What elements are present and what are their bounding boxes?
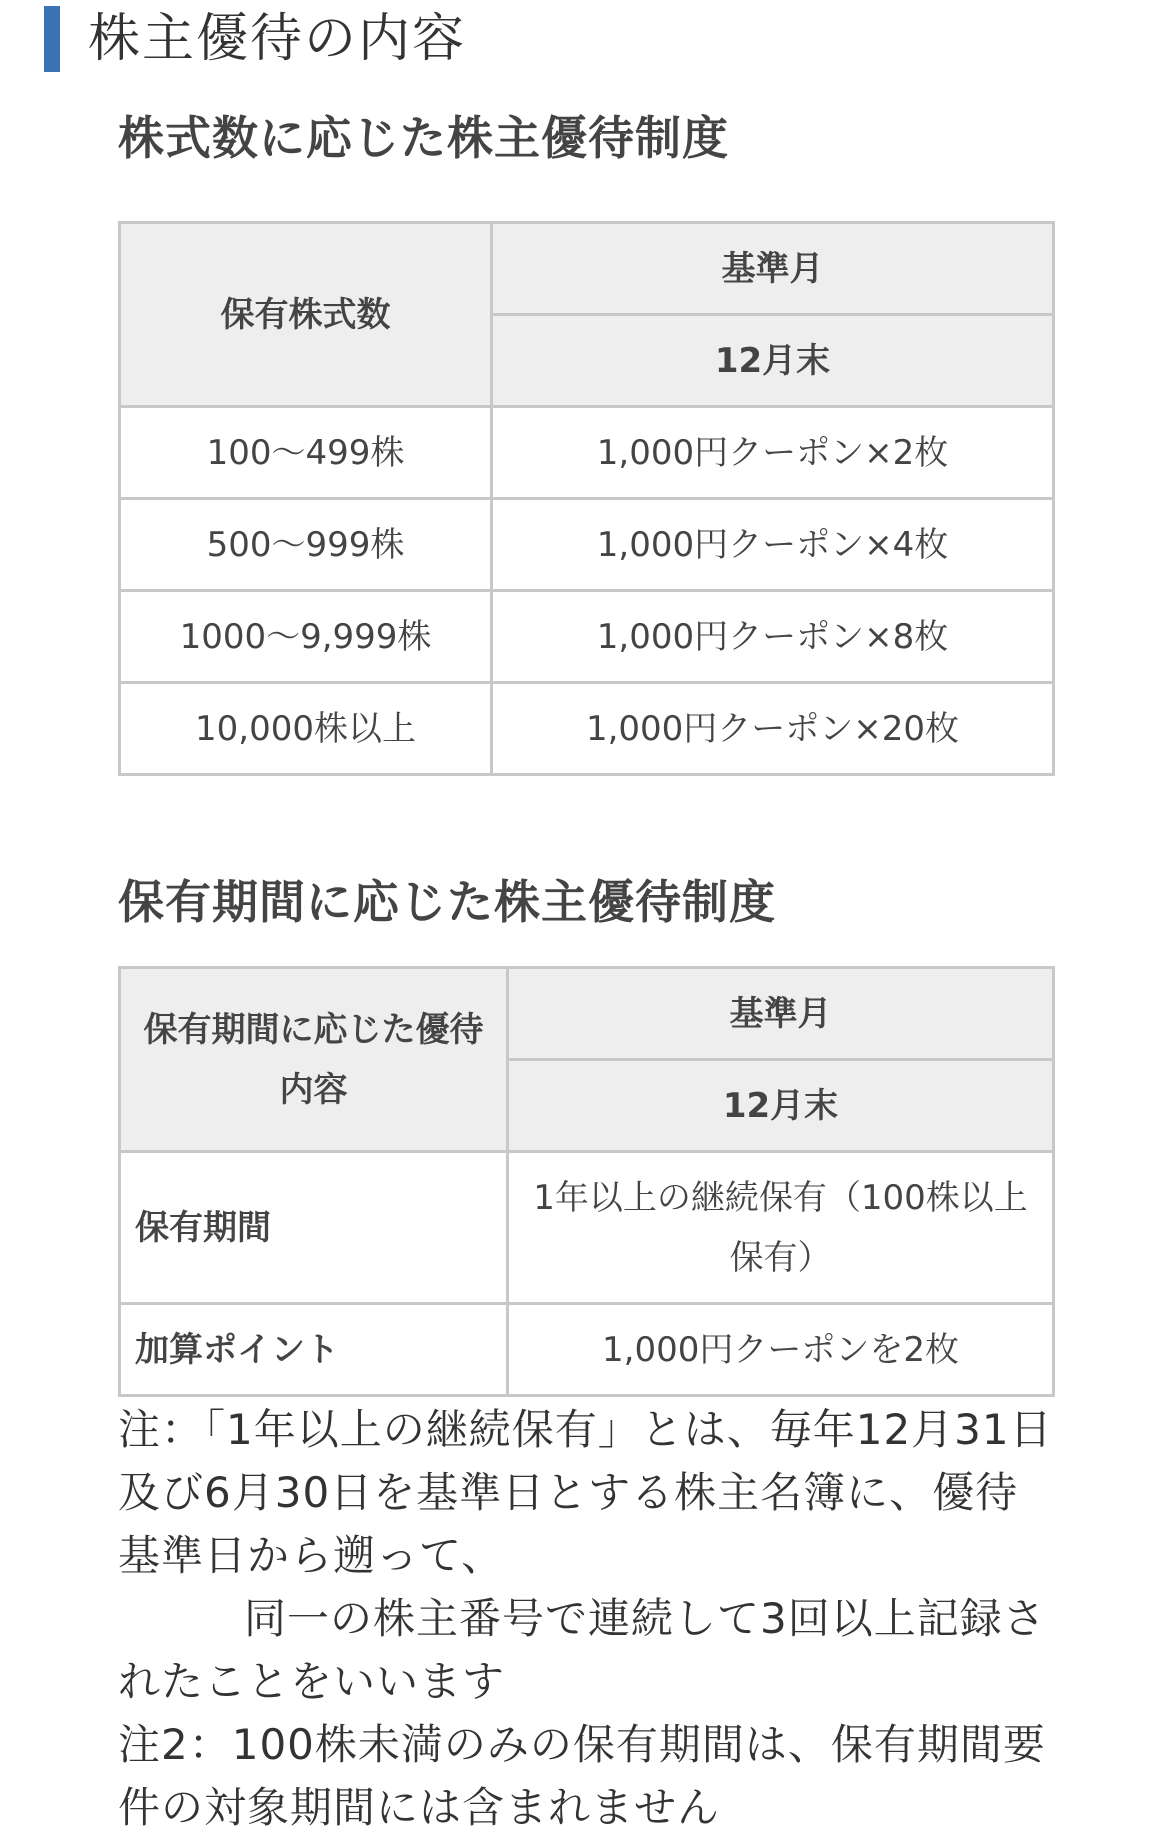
period-value-cell: 1年以上の継続保有（100株以上保有）	[508, 1152, 1054, 1304]
notes-block	[118, 1398, 1058, 1839]
table-row	[120, 683, 1054, 775]
section-heading	[44, 6, 466, 72]
table-row	[120, 1152, 1054, 1304]
note-1-continued	[118, 1587, 1058, 1713]
points-value-cell: 1,000円クーポンを2枚	[508, 1304, 1054, 1396]
note-1-text: 注：「1年以上の継続保有」とは、毎年12月31日及び6月30日を基準日とする株主名簿に、優待基準日から遡って、	[118, 1405, 1053, 1580]
shares-benefit-table	[118, 221, 1055, 776]
period-header-content: 保有期間に応じた優待内容	[120, 968, 508, 1152]
shares-cell: 100〜499株	[120, 407, 492, 499]
period-benefit-table	[118, 966, 1055, 1397]
table-row	[120, 407, 1054, 499]
benefit-cell: 1,000円クーポン×2枚	[492, 407, 1054, 499]
benefit-cell: 1,000円クーポン×8枚	[492, 591, 1054, 683]
period-header-month-value: 12月末	[508, 1060, 1054, 1152]
note-1	[118, 1398, 1058, 1587]
shares-cell: 10,000株以上	[120, 683, 492, 775]
table-row	[120, 591, 1054, 683]
shares-cell: 500〜999株	[120, 499, 492, 591]
period-header-base-month: 基準月	[508, 968, 1054, 1060]
shares-header-month-value: 12月末	[492, 315, 1054, 407]
shares-header-base-month: 基準月	[492, 223, 1054, 315]
shares-cell: 1000〜9,999株	[120, 591, 492, 683]
period-label-cell: 保有期間	[120, 1152, 508, 1304]
points-label-cell: 加算ポイント	[120, 1304, 508, 1396]
shares-header-holdings: 保有株式数	[120, 223, 492, 407]
table-row	[120, 1304, 1054, 1396]
shares-table-heading: 株式数に応じた株主優待制度	[118, 111, 729, 165]
benefit-cell: 1,000円クーポン×4枚	[492, 499, 1054, 591]
table-row	[120, 499, 1054, 591]
note-2: 注2：100株未満のみの保有期間は、保有期間要件の対象期間には含まれません	[118, 1720, 1046, 1832]
period-table-heading: 保有期間に応じた株主優待制度	[118, 875, 776, 929]
note-1-continued-text: 同一の株主番号で連続して3回以上記録されたことをいいます	[118, 1594, 1046, 1706]
benefit-cell: 1,000円クーポン×20枚	[492, 683, 1054, 775]
heading-accent-bar	[44, 6, 60, 72]
section-title: 株主優待の内容	[88, 9, 467, 69]
